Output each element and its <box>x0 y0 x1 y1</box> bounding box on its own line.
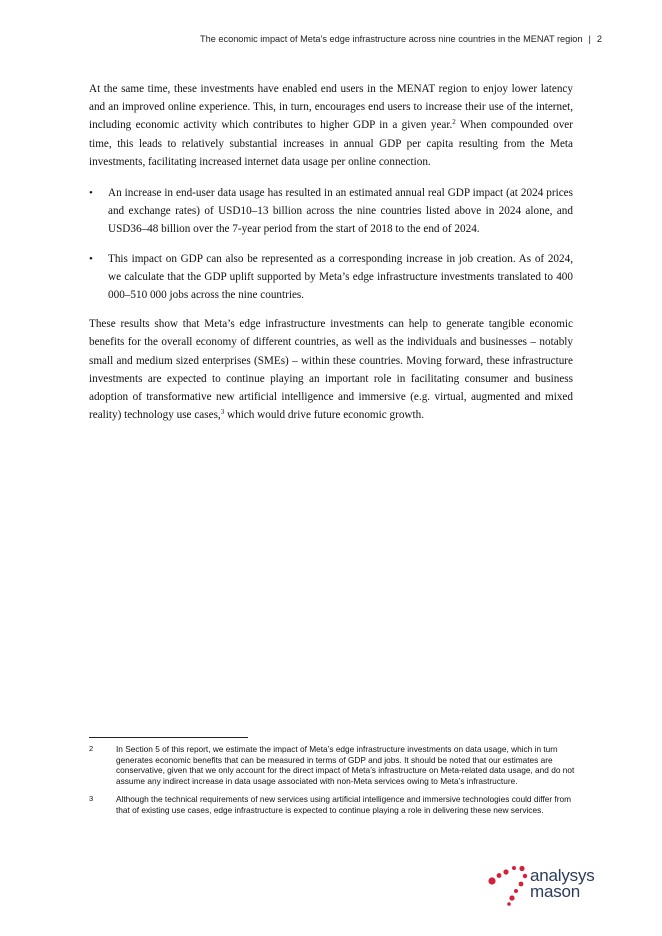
paragraph-1 <box>89 80 573 171</box>
bullet-list <box>89 184 573 304</box>
footnote-ref-3[interactable]: 3 <box>220 408 225 417</box>
paragraph-1-tail: When compounded over time, this leads to relatively substantial increases in annual GDP per capita resulting from the Meta investments, facilitating increased internet data usage per online connection. <box>89 119 573 168</box>
paragraph-2-text: These results show that Meta’s edge infrastructure investments can help to generate tangible economic benefits for the overall economy of different countries, as well as the individuals and businesses – notably small and medium sized enterprises (SMEs) – within these countries. Moving forward, these infrastructure investments are expected to continue playing an important role in facilitating consumer and business adoption of transformative new artificial intelligence and immersive (e.g. virtual, augmented and mixed reality) technology use cases, <box>89 318 573 422</box>
logo-wordmark <box>530 868 595 900</box>
footnote-text: Although the technical requirements of new services using artificial intelligence and immersive technologies could differ from that of existing use cases, edge infrastructure is expected to continue playing a role in delivering these new services. <box>116 794 572 815</box>
paragraph-2-tail: which would drive future economic growth. <box>224 409 424 422</box>
logo-dots <box>488 866 527 906</box>
paragraph-1-text: At the same time, these investments have enabled end users in the MENAT region to enjoy lower latency and an improved online experience. This, in turn, encourages end users to increase their use of the internet, including economic activity which contributes to higher GDP in a given year. <box>89 83 573 132</box>
footnote-divider <box>89 737 248 738</box>
bullet-dot-icon: • <box>89 187 93 200</box>
logo-line-1: analysys <box>530 866 595 885</box>
bullet-dot-icon: • <box>89 252 93 265</box>
header-separator: | <box>588 34 591 44</box>
footnote-number: 2 <box>89 744 94 753</box>
bullet-item <box>89 250 573 305</box>
page-number: 2 <box>596 34 602 44</box>
bullet-text: This impact on GDP can also be represented as a corresponding increase in job creation. As of 2024, we calculate that the GDP uplift supported by Meta’s edge infrastructure investments translated to 400 000–510 000 jobs across the nine countries. <box>108 252 573 302</box>
footnote-2 <box>89 744 575 786</box>
header-title: The economic impact of Meta’s edge infrastructure across nine countries in the MENAT region <box>200 34 583 44</box>
body-content <box>89 80 573 424</box>
bullet-text: An increase in end-user data usage has resulted in an estimated annual real GDP impact (at 2024 prices and exchange rates) of USD10–13 billion across the nine countries listed above in 2024 alone, and USD36–48 billion over the 7-year period from the start of 2018 to the end of 2024. <box>108 187 573 236</box>
footnote-text: In Section 5 of this report, we estimate the impact of Meta’s edge infrastructure investments on data usage, which in turn generates economic benefits that can be measured in terms of GDP and jobs. It should be noted that our estimates are conservative, given that we only account for the direct impact of Meta’s infrastructure on Meta-related data usage, and do not assume any indirect increase in data usage associated with non-Meta services owing to Meta’s infrastructure. <box>116 744 575 786</box>
bullet-item <box>89 184 573 239</box>
footnote-3 <box>89 794 575 815</box>
footnote-number: 3 <box>89 794 94 804</box>
page-header <box>200 34 602 44</box>
paragraph-2 <box>89 315 573 424</box>
logo-line-2: mason <box>530 882 581 901</box>
footnotes <box>89 744 575 824</box>
footnote-ref-2[interactable]: 2 <box>452 118 456 127</box>
